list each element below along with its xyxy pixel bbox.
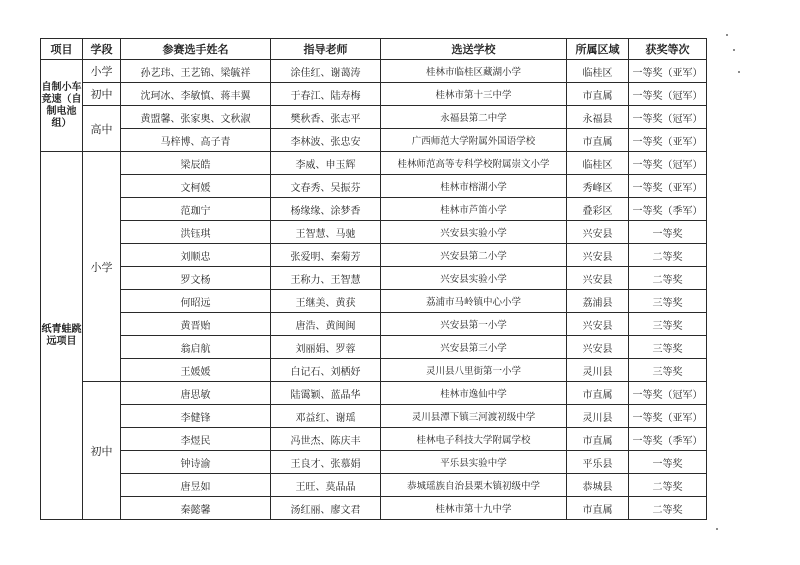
award-cell: 二等奖: [629, 267, 707, 290]
region-cell: 永福县: [567, 106, 629, 129]
header-award: 获奖等次: [629, 39, 707, 60]
scan-speck: [726, 34, 728, 36]
award-cell: 一等奖（冠军）: [629, 83, 707, 106]
contestant-name-cell: 何昭远: [121, 290, 271, 313]
school-cell: 桂林市第十三中学: [381, 83, 567, 106]
school-cell: 桂林市第十九中学: [381, 497, 567, 520]
stage-cell: 小学: [83, 152, 121, 382]
region-cell: 秀峰区: [567, 175, 629, 198]
school-cell: 荔浦市马岭镇中心小学: [381, 290, 567, 313]
header-row: [41, 39, 707, 60]
contestant-name-cell: 唐昱如: [121, 474, 271, 497]
table-row: [41, 129, 707, 152]
award-cell: 三等奖: [629, 313, 707, 336]
table-row: [41, 290, 707, 313]
table-row: [41, 428, 707, 451]
school-cell: 灵川县八里街第一小学: [381, 359, 567, 382]
contestant-name-cell: 洪钰琪: [121, 221, 271, 244]
instructor-cell: 陆霭颖、蓝晶华: [271, 382, 381, 405]
stage-cell: 初中: [83, 83, 121, 106]
contestant-name-cell: 文柯媛: [121, 175, 271, 198]
scan-speck: [733, 49, 735, 51]
school-cell: 兴安县第一小学: [381, 313, 567, 336]
award-cell: 一等奖（亚军）: [629, 60, 707, 83]
contestant-name-cell: 范珈宁: [121, 198, 271, 221]
stage-cell: 小学: [83, 60, 121, 83]
table-row: [41, 359, 707, 382]
contestant-name-cell: 黄盟馨、张家奥、文秋淑: [121, 106, 271, 129]
instructor-cell: 张爱明、秦菊芳: [271, 244, 381, 267]
school-cell: 桂林电子科技大学附属学校: [381, 428, 567, 451]
school-cell: 永福县第二中学: [381, 106, 567, 129]
school-cell: 桂林师范高等专科学校附属崇文小学: [381, 152, 567, 175]
project-cell: 自制小车竞速（自制电池组）: [41, 60, 83, 152]
instructor-cell: 王旺、莫晶晶: [271, 474, 381, 497]
scan-speck: [716, 528, 718, 530]
award-cell: 一等奖（冠军）: [629, 152, 707, 175]
contestant-name-cell: 唐思敏: [121, 382, 271, 405]
region-cell: 临桂区: [567, 152, 629, 175]
school-cell: 兴安县实验小学: [381, 267, 567, 290]
table-row: [41, 106, 707, 129]
table-row: [41, 267, 707, 290]
scan-speck: [738, 71, 740, 73]
table-row: [41, 60, 707, 83]
contestant-name-cell: 马梓博、高子青: [121, 129, 271, 152]
contestant-name-cell: 王媛媛: [121, 359, 271, 382]
region-cell: 恭城县: [567, 474, 629, 497]
stage-cell: 初中: [83, 382, 121, 520]
region-cell: 平乐县: [567, 451, 629, 474]
header-stage: 学段: [83, 39, 121, 60]
award-cell: 一等奖（亚军）: [629, 175, 707, 198]
instructor-cell: 唐浩、黄闽闽: [271, 313, 381, 336]
school-cell: 桂林市榕湖小学: [381, 175, 567, 198]
region-cell: 灵川县: [567, 405, 629, 428]
award-cell: 二等奖: [629, 497, 707, 520]
award-cell: 三等奖: [629, 359, 707, 382]
contestant-name-cell: 钟诗渝: [121, 451, 271, 474]
instructor-cell: 李林波、张忠安: [271, 129, 381, 152]
table-row: [41, 313, 707, 336]
table-row: [41, 152, 707, 175]
award-cell: 一等奖（冠军）: [629, 106, 707, 129]
project-cell: 纸青蛙跳远项目: [41, 152, 83, 520]
instructor-cell: 白记石、刘栖妤: [271, 359, 381, 382]
award-cell: 一等奖（季军）: [629, 198, 707, 221]
award-cell: 二等奖: [629, 244, 707, 267]
school-cell: 平乐县实验中学: [381, 451, 567, 474]
school-cell: 桂林市临桂区藏湖小学: [381, 60, 567, 83]
award-cell: 一等奖: [629, 451, 707, 474]
region-cell: 市直属: [567, 83, 629, 106]
award-table: [40, 38, 707, 520]
instructor-cell: 于春江、陆寿梅: [271, 83, 381, 106]
school-cell: 兴安县第二小学: [381, 244, 567, 267]
header-project: 项目: [41, 39, 83, 60]
school-cell: 兴安县实验小学: [381, 221, 567, 244]
instructor-cell: 涂佳红、谢蔼涛: [271, 60, 381, 83]
region-cell: 兴安县: [567, 267, 629, 290]
school-cell: 兴安县第三小学: [381, 336, 567, 359]
table-row: [41, 474, 707, 497]
table-row: [41, 382, 707, 405]
table-row: [41, 175, 707, 198]
instructor-cell: 邓益红、谢瑶: [271, 405, 381, 428]
award-cell: 一等奖（亚军）: [629, 129, 707, 152]
header-school: 选送学校: [381, 39, 567, 60]
region-cell: 兴安县: [567, 313, 629, 336]
contestant-name-cell: 罗文杨: [121, 267, 271, 290]
table-row: [41, 497, 707, 520]
award-cell: 一等奖（冠军）: [629, 382, 707, 405]
contestant-name-cell: 李健锋: [121, 405, 271, 428]
region-cell: 市直属: [567, 129, 629, 152]
school-cell: 广西师范大学附属外国语学校: [381, 129, 567, 152]
award-cell: 三等奖: [629, 336, 707, 359]
award-cell: 一等奖: [629, 221, 707, 244]
instructor-cell: 王称力、王智慧: [271, 267, 381, 290]
table-row: [41, 83, 707, 106]
contestant-name-cell: 黄晋贻: [121, 313, 271, 336]
contestant-name-cell: 秦懿馨: [121, 497, 271, 520]
region-cell: 荔浦县: [567, 290, 629, 313]
instructor-cell: 冯世杰、陈庆丰: [271, 428, 381, 451]
table-row: [41, 198, 707, 221]
school-cell: 桂林市逸仙中学: [381, 382, 567, 405]
instructor-cell: 王继美、黄获: [271, 290, 381, 313]
instructor-cell: 刘丽娟、罗蓉: [271, 336, 381, 359]
region-cell: 兴安县: [567, 336, 629, 359]
header-contestant-names: 参赛选手姓名: [121, 39, 271, 60]
instructor-cell: 王良才、张慕娟: [271, 451, 381, 474]
instructor-cell: 文春秀、吴振芬: [271, 175, 381, 198]
contestant-name-cell: 沈珂冰、李敏慎、蒋丰翼: [121, 83, 271, 106]
table-row: [41, 405, 707, 428]
header-region: 所属区域: [567, 39, 629, 60]
region-cell: 市直属: [567, 382, 629, 405]
region-cell: 兴安县: [567, 221, 629, 244]
instructor-cell: 汤红丽、廖文君: [271, 497, 381, 520]
contestant-name-cell: 孙艺玮、王艺锦、梁毓祥: [121, 60, 271, 83]
header-instructors: 指导老师: [271, 39, 381, 60]
region-cell: 市直属: [567, 497, 629, 520]
school-cell: 灵川县潭下镇三河渡初级中学: [381, 405, 567, 428]
award-cell: 一等奖（季军）: [629, 428, 707, 451]
instructor-cell: 樊秋香、张志平: [271, 106, 381, 129]
contestant-name-cell: 刘顺忠: [121, 244, 271, 267]
region-cell: 兴安县: [567, 244, 629, 267]
table-row: [41, 244, 707, 267]
contestant-name-cell: 李煜民: [121, 428, 271, 451]
stage-cell: 高中: [83, 106, 121, 152]
award-cell: 二等奖: [629, 474, 707, 497]
school-cell: 桂林市芦笛小学: [381, 198, 567, 221]
table-row: [41, 221, 707, 244]
region-cell: 叠彩区: [567, 198, 629, 221]
region-cell: 临桂区: [567, 60, 629, 83]
table-row: [41, 451, 707, 474]
region-cell: 灵川县: [567, 359, 629, 382]
contestant-name-cell: 梁辰皓: [121, 152, 271, 175]
region-cell: 市直属: [567, 428, 629, 451]
instructor-cell: 杨缘缘、涂梦香: [271, 198, 381, 221]
award-cell: 一等奖（亚军）: [629, 405, 707, 428]
instructor-cell: 王智慧、马驰: [271, 221, 381, 244]
school-cell: 恭城瑶族自治县栗木镇初级中学: [381, 474, 567, 497]
contestant-name-cell: 翁启航: [121, 336, 271, 359]
table-row: [41, 336, 707, 359]
award-cell: 三等奖: [629, 290, 707, 313]
instructor-cell: 李威、申玉辉: [271, 152, 381, 175]
